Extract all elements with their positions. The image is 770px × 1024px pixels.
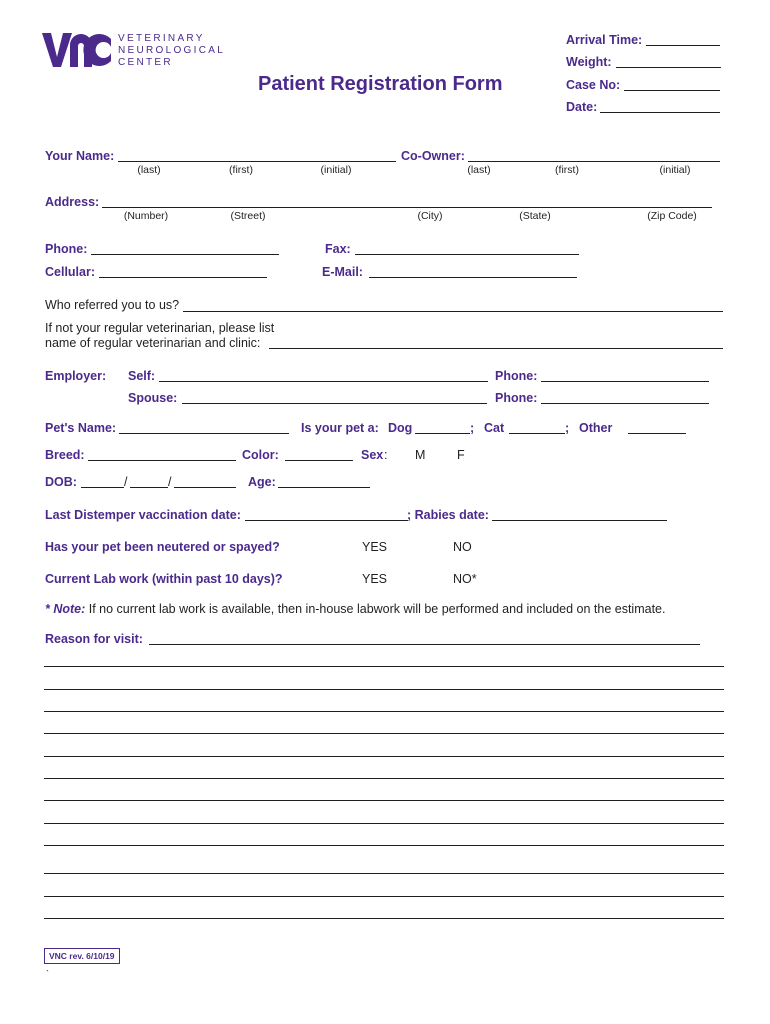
age-field[interactable] [278, 487, 370, 488]
co-owner-sub-last: (last) [467, 164, 491, 176]
co-owner-sub-initial: (initial) [659, 164, 691, 176]
address-sub-street: (Street) [230, 210, 266, 222]
dob-day-field[interactable] [130, 487, 168, 488]
sex-option-m[interactable]: M [415, 448, 426, 462]
revision-label: VNC rev. 6/10/19 [44, 948, 120, 964]
dog-label: Dog [388, 421, 413, 435]
note-text: If no current lab work is available, then in-house labwork will be performed and included on the estimate. [88, 602, 666, 616]
your-name-field[interactable] [118, 161, 396, 162]
brand-line-1: VETERINARY [118, 33, 205, 44]
reason-line-9[interactable] [44, 845, 724, 846]
distemper-date-field[interactable] [245, 520, 408, 521]
employer-spouse-field[interactable] [182, 403, 487, 404]
co-owner-sub-first: (first) [555, 164, 579, 176]
brand-line-2: NEUROLOGICAL [118, 45, 226, 56]
rabies-date-field[interactable] [492, 520, 667, 521]
employer-self-label: Self: [128, 369, 156, 383]
page-title: Patient Registration Form [258, 73, 503, 95]
your-name-sub-first: (first) [229, 164, 253, 176]
logo-letter-v [42, 33, 72, 67]
date-field[interactable] [600, 112, 720, 113]
fax-label: Fax: [325, 242, 351, 256]
cellular-field[interactable] [99, 277, 267, 278]
who-referred-field[interactable] [183, 311, 723, 312]
arrival-time-field[interactable] [646, 45, 720, 46]
reason-line-12[interactable] [44, 918, 724, 919]
your-name-sub-last: (last) [137, 164, 161, 176]
case-no-label: Case No: [566, 78, 621, 92]
weight-field[interactable] [616, 67, 721, 68]
cat-field[interactable] [509, 433, 565, 434]
employer-self-phone-label: Phone: [495, 369, 538, 383]
lab-work-question: Current Lab work (within past 10 days)? [45, 572, 283, 586]
age-label: Age: [248, 475, 276, 489]
reason-line-4[interactable] [44, 733, 724, 734]
weight-label: Weight: [566, 55, 612, 69]
your-name-label: Your Name: [45, 149, 115, 163]
co-owner-label: Co-Owner: [401, 149, 465, 163]
email-label: E-Mail: [322, 265, 363, 279]
rabies-label: ; Rabies date: [407, 508, 489, 522]
your-name-sub-initial: (initial) [320, 164, 352, 176]
reason-line-5[interactable] [44, 756, 724, 757]
address-field[interactable] [102, 207, 712, 208]
phone-label: Phone: [45, 242, 88, 256]
dob-slash-2: / [168, 475, 172, 489]
semicolon-1: ; [470, 421, 475, 435]
address-label: Address: [45, 195, 100, 209]
reason-line-7[interactable] [44, 800, 724, 801]
address-sub-state: (State) [519, 210, 551, 222]
cellular-label: Cellular: [45, 265, 96, 279]
sex-colon: : [384, 448, 388, 462]
color-label: Color: [242, 448, 279, 462]
reason-line-11[interactable] [44, 896, 724, 897]
date-label: Date: [566, 100, 598, 114]
pets-name-field[interactable] [119, 433, 289, 434]
employer-self-phone-field[interactable] [541, 381, 709, 382]
cat-label: Cat [484, 421, 505, 435]
regular-vet-label-line-2: name of regular veterinarian and clinic: [45, 336, 261, 350]
pets-name-label: Pet's Name: [45, 421, 117, 435]
regular-vet-field[interactable] [269, 348, 723, 349]
case-no-field[interactable] [624, 90, 720, 91]
breed-label: Breed: [45, 448, 85, 462]
lab-work-yes-option[interactable]: YES [362, 572, 388, 586]
employer-spouse-phone-label: Phone: [495, 391, 538, 405]
reason-line-2[interactable] [44, 689, 724, 690]
employer-label: Employer: [45, 369, 107, 383]
neutered-question: Has your pet been neutered or spayed? [45, 540, 280, 554]
reason-for-visit-label: Reason for visit: [45, 632, 143, 646]
reason-line-3[interactable] [44, 711, 724, 712]
phone-field[interactable] [91, 254, 279, 255]
employer-spouse-label: Spouse: [128, 391, 178, 405]
email-field[interactable] [369, 277, 577, 278]
employer-spouse-phone-field[interactable] [541, 403, 709, 404]
co-owner-field[interactable] [468, 161, 720, 162]
employer-self-field[interactable] [159, 381, 488, 382]
address-sub-zip: (Zip Code) [647, 210, 697, 222]
note [45, 603, 665, 616]
dob-year-field[interactable] [174, 487, 236, 488]
dob-label: DOB: [45, 475, 77, 489]
breed-field[interactable] [88, 460, 236, 461]
vnc-logo [42, 33, 112, 67]
is-your-pet-label: Is your pet a: [301, 421, 379, 435]
regular-vet-label-line-1: If not your regular veterinarian, please list [45, 321, 275, 335]
dob-month-field[interactable] [81, 487, 124, 488]
other-label: Other [579, 421, 613, 435]
semicolon-2: ; [565, 421, 570, 435]
reason-for-visit-field[interactable] [149, 644, 700, 645]
other-field[interactable] [628, 433, 686, 434]
sex-option-f[interactable]: F [457, 448, 465, 462]
reason-line-1[interactable] [44, 666, 724, 667]
stray-mark: ` [46, 969, 49, 979]
neutered-no-option[interactable]: NO [453, 540, 472, 554]
address-sub-number: (Number) [123, 210, 169, 222]
brand-line-3: CENTER [118, 57, 173, 68]
address-sub-city: (City) [417, 210, 443, 222]
distemper-label: Last Distemper vaccination date: [45, 508, 241, 522]
fax-field[interactable] [355, 254, 579, 255]
note-label: * Note: [45, 602, 86, 616]
who-referred-label: Who referred you to us? [45, 298, 180, 312]
dog-field[interactable] [415, 433, 470, 434]
reason-line-10[interactable] [44, 873, 724, 874]
sex-label: Sex [361, 448, 384, 462]
dob-slash-1: / [124, 475, 128, 489]
neutered-yes-option[interactable]: YES [362, 540, 388, 554]
reason-line-8[interactable] [44, 823, 724, 824]
color-field[interactable] [285, 460, 353, 461]
arrival-time-label: Arrival Time: [566, 33, 643, 47]
lab-work-no-option[interactable]: NO* [453, 572, 477, 586]
reason-line-6[interactable] [44, 778, 724, 779]
